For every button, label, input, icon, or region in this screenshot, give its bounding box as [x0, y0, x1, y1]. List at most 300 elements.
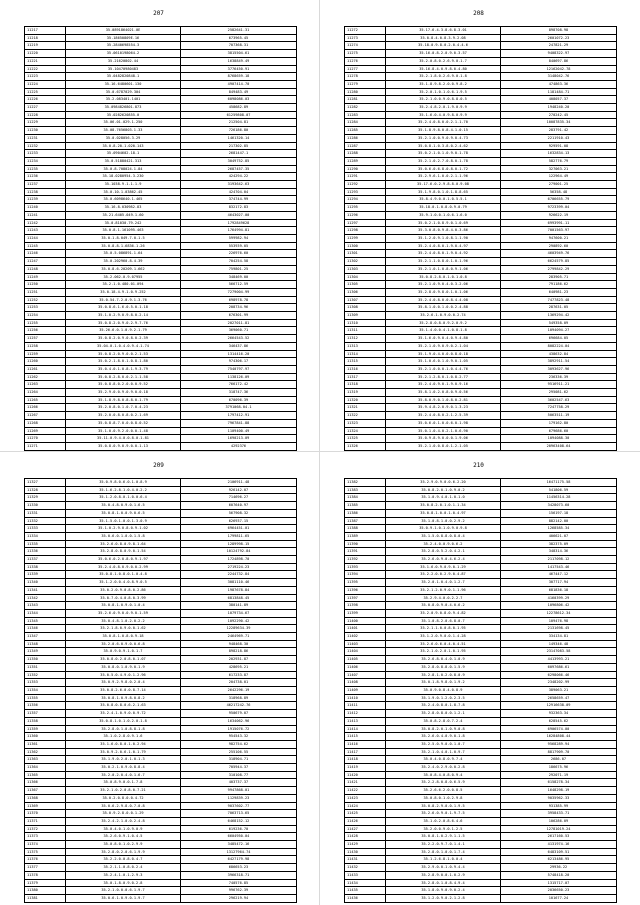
value-cell: 3193642.63	[181, 181, 297, 189]
value-cell: 9723399.04	[501, 204, 617, 212]
value-cell: 950679.07	[181, 710, 297, 718]
value-cell: 348314.36	[501, 548, 617, 556]
table-row	[25, 771, 297, 779]
value-cell: 954543.32	[181, 733, 297, 741]
row-id-cell: 11356	[25, 702, 66, 710]
table-row	[25, 173, 297, 181]
value-cell: 23147083.58	[501, 648, 617, 656]
row-id-cell: 11384	[345, 494, 386, 502]
value-cell: 6097686.61	[501, 663, 617, 671]
coordinate-cell: 35.0.8.2.0.1.0.9.0.8	[386, 725, 501, 733]
value-cell: 9035962.33	[501, 794, 617, 802]
coordinate-cell: 35.2.4.2.1.0.0.2.4.8	[66, 817, 181, 825]
table-row	[25, 134, 297, 142]
table-row	[25, 127, 297, 135]
table-body	[25, 479, 297, 903]
table-row	[25, 188, 297, 196]
table-row	[345, 211, 617, 219]
row-id-cell: 11240	[25, 204, 66, 212]
table-row	[25, 656, 297, 664]
coordinate-cell: 35.2.1.0.0.0.1.0.4.4.76	[386, 365, 501, 373]
table-row	[25, 479, 297, 487]
coordinate-cell: 35.0.2.1.0.9.0.8.8.4	[66, 764, 181, 772]
value-cell: 705944.37	[181, 764, 297, 772]
value-cell: 996762.39	[181, 887, 297, 895]
row-id-cell: 11406	[345, 663, 386, 671]
row-id-cell: 11294	[345, 196, 386, 204]
coordinate-cell: 35.18.0.9.8.0.2.0.4.4.6	[386, 42, 501, 50]
table-row	[25, 694, 297, 702]
row-id-cell: 11358	[25, 717, 66, 725]
coordinate-cell: 35.2.8.0.8.0.9.2.0.9.2	[386, 319, 501, 327]
table-row	[25, 833, 297, 841]
coordinate-cell: 35.2.0.2.0.4.0.1.6.7	[66, 771, 181, 779]
coordinate-cell: 35.0.8.2.0.9.0.8.0.2.39	[66, 335, 181, 343]
row-id-cell: 11287	[345, 142, 386, 150]
row-id-cell: 11426	[345, 817, 386, 825]
row-id-cell: 11402	[345, 633, 386, 641]
table-row	[25, 841, 297, 849]
table-row	[25, 579, 297, 587]
row-id-cell: 11275	[345, 50, 386, 58]
table-row	[25, 802, 297, 810]
value-cell: 3148042.76	[501, 73, 617, 81]
row-id-cell: 11436	[345, 894, 386, 902]
value-cell: 9408322.97	[501, 50, 617, 58]
table-row	[25, 412, 297, 420]
coordinate-cell: 35.2.9.0.0.1.0.9.4.4	[386, 864, 501, 872]
row-id-cell: 11306	[345, 288, 386, 296]
value-cell: 707368.31	[181, 42, 297, 50]
row-id-cell: 11428	[345, 833, 386, 841]
row-id-cell: 11277	[345, 65, 386, 73]
row-id-cell: 11370	[25, 810, 66, 818]
value-cell: 549358.09	[501, 319, 617, 327]
table-row	[345, 694, 617, 702]
coordinate-cell: 35.0.8.0.8.0.6.2.1.63	[66, 702, 181, 710]
value-cell: 1268585.34	[501, 525, 617, 533]
coordinate-cell: 35.0.9.0.8.4.0.8.9	[386, 686, 501, 694]
value-cell: 791186.62	[501, 281, 617, 289]
coordinate-cell: 35.0610198064.2	[66, 50, 181, 58]
coordinate-cell: 35.2.8.0.1.0.8.8.1.8	[66, 725, 181, 733]
value-cell: 4131974.16	[501, 841, 617, 849]
table-row	[25, 894, 297, 902]
table-row	[25, 119, 297, 127]
row-id-cell: 11262	[25, 373, 66, 381]
row-id-cell: 11345	[25, 617, 66, 625]
coordinate-cell: 35.0.8.0.1.0.9.0.1.9	[66, 663, 181, 671]
table-row	[345, 563, 617, 571]
coordinate-cell: 35.2.1.0.9.0.9.0.2.1.04	[386, 342, 501, 350]
table-row	[25, 281, 297, 289]
row-id-cell: 11323	[345, 419, 386, 427]
coordinate-cell: 35.2.0.0.8.0.8.0.2.1.69	[66, 412, 181, 420]
row-id-cell: 11255	[25, 319, 66, 327]
coordinate-cell: 35.2.4.8.2.0.1.9.0.9.9	[386, 104, 501, 112]
table-row	[345, 27, 617, 35]
row-id-cell: 11237	[25, 181, 66, 189]
table-row	[25, 648, 297, 656]
table-row	[25, 242, 297, 250]
table-row	[25, 435, 297, 443]
coordinate-cell: 35.0482820848.1	[66, 73, 181, 81]
coordinate-cell: 35.2.1.2.8.0.1.0.8.2.77	[386, 373, 501, 381]
table-row	[25, 442, 297, 450]
row-id-cell: 11380	[25, 887, 66, 895]
table-row	[345, 756, 617, 764]
table-row	[345, 227, 617, 235]
coordinate-cell: 35.1.0.2.8.0.9.1.6	[66, 733, 181, 741]
value-cell: 673965.45	[181, 34, 297, 42]
coordinate-cell: 35.2.8.0.2.0.6.1.9.9	[66, 848, 181, 856]
row-id-cell: 11429	[345, 841, 386, 849]
page-number: 210	[473, 462, 484, 469]
coordinate-cell: 35.0.8.1.0.9.8.0.8.2	[66, 694, 181, 702]
table-row	[345, 412, 617, 420]
row-id-cell: 11282	[345, 104, 386, 112]
coordinate-cell: 35.0.2.0.8.0.0.4.72	[66, 794, 181, 802]
row-id-cell: 11238	[25, 188, 66, 196]
coordinate-cell: 35.2.8.1.0.2.0.8.0.9	[386, 671, 501, 679]
value-cell: 6813848.45	[181, 594, 297, 602]
row-id-cell: 11246	[25, 250, 66, 258]
table-row	[345, 625, 617, 633]
value-cell: 676301.99	[181, 312, 297, 320]
row-id-cell: 11412	[345, 710, 386, 718]
table-row	[345, 817, 617, 825]
value-cell: 106286.09	[501, 817, 617, 825]
table-row	[25, 548, 297, 556]
value-cell: 567908.32	[181, 509, 297, 517]
value-cell: 287631.05	[501, 304, 617, 312]
coordinate-cell: 35.0.8.2.6.0.0.8.7.14	[66, 686, 181, 694]
table-row	[25, 296, 297, 304]
row-id-cell: 11344	[25, 609, 66, 617]
row-id-cell: 11400	[345, 617, 386, 625]
row-id-cell: 11239	[25, 196, 66, 204]
coordinate-cell: 35.0282620855.0	[66, 111, 181, 119]
table-row	[345, 304, 617, 312]
coordinate-cell: 35.8.1.0.0.1.0.0.2.4.88	[386, 304, 501, 312]
value-cell: 1369294.42	[501, 312, 617, 320]
value-cell: 408057.37	[501, 96, 617, 104]
table-row	[25, 150, 297, 158]
value-cell: 122964.49	[501, 173, 617, 181]
value-cell: 5063511.19	[501, 412, 617, 420]
row-id-cell: 11427	[345, 825, 386, 833]
value-cell: 6604950.04	[181, 833, 297, 841]
row-id-cell: 11223	[25, 73, 66, 81]
table-row	[25, 725, 297, 733]
row-id-cell: 11388	[345, 525, 386, 533]
table-row	[25, 710, 297, 718]
coordinate-cell: 35.26.6.0.1.0.9.2.1.79	[66, 327, 181, 335]
value-cell: 619236.70	[181, 825, 297, 833]
coordinate-cell: 35.0.4.0.8.0.9.7.4	[386, 756, 501, 764]
coordinate-cell: 35.2.9.0.9.0.0.6.2.20	[386, 479, 501, 487]
table-row	[345, 265, 617, 273]
value-cell: 1634062.96	[181, 717, 297, 725]
coordinate-cell: 35.2.8.0.8.0.0.1.2.1	[386, 710, 501, 718]
value-cell: 982754.62	[181, 740, 297, 748]
value-cell: 2464969.71	[181, 633, 297, 641]
table-row	[25, 486, 297, 494]
coordinate-cell: 35.2.8.0.8.8.0.1.5.9	[386, 663, 501, 671]
value-cell: 3892911.54	[501, 358, 617, 366]
table-row	[25, 80, 297, 88]
table-row	[25, 342, 297, 350]
table-row	[25, 871, 297, 879]
row-id-cell: 11389	[345, 532, 386, 540]
value-cell: 318747.36	[181, 389, 297, 397]
coordinate-cell: 35.2.1.0.0.0.6.1.9.7	[66, 887, 181, 895]
coordinate-cell: 35.0.8.1.0.1.0.2.0.1.8	[66, 717, 181, 725]
coordinate-cell: 35.0.9.8.9.0.0.0.1.9.06	[386, 435, 501, 443]
row-id-cell: 11265	[25, 396, 66, 404]
coordinate-cell: 35.1.0.6.0.1.0.9.0.1.05	[386, 358, 501, 366]
row-id-cell: 11295	[345, 204, 386, 212]
table-row	[345, 733, 617, 741]
row-id-cell: 11245	[25, 242, 66, 250]
coordinate-cell: 35.2.4.1.0.1.2.9.3	[66, 871, 181, 879]
row-id-cell: 11354	[25, 686, 66, 694]
table-row	[345, 494, 617, 502]
row-id-cell: 11307	[345, 296, 386, 304]
row-id-cell: 11301	[345, 250, 386, 258]
table-row	[345, 150, 617, 158]
value-cell: 2617160.53	[501, 833, 617, 841]
value-cell: 1764994.81	[181, 227, 297, 235]
value-cell: 840697.86	[501, 57, 617, 65]
coordinate-cell: 35.0984826801.873	[66, 104, 181, 112]
coordinate-cell: 35.1.2.0.9.0.0.1.4.28	[386, 633, 501, 641]
value-cell: 1094088.30	[501, 435, 617, 443]
row-id-cell: 11419	[345, 764, 386, 772]
value-cell: 541806.59	[501, 486, 617, 494]
row-id-cell: 11318	[345, 381, 386, 389]
value-cell: 4603949.76	[501, 250, 617, 258]
table-row	[25, 350, 297, 358]
coordinate-cell: 35.2.1.0.9.0.4.0.3.2.06	[386, 281, 501, 289]
row-id-cell: 11285	[345, 127, 386, 135]
row-id-cell: 11359	[25, 725, 66, 733]
value-cell: 12781019.24	[501, 825, 617, 833]
row-id-cell: 11317	[345, 373, 386, 381]
coordinate-cell: 35.2.1.1.0.0.8.0.1.95	[386, 625, 501, 633]
coordinate-cell: 35.0.9.1.0.1.0.9.0.9.8	[386, 525, 501, 533]
coordinate-cell: 35.2.5.0.9.0.0.1.0.7	[386, 740, 501, 748]
value-cell: 1315717.07	[501, 879, 617, 887]
table-row	[25, 879, 297, 887]
coordinate-cell: 35.04.0.1.0.4.0.9.4.1.74	[66, 342, 181, 350]
coordinate-cell: 35.2.0.6.0.9.0.0.6.8	[66, 640, 181, 648]
coordinate-cell: 35.2.1.0.2.7.0.8.0.1.78	[386, 157, 501, 165]
table-row	[345, 296, 617, 304]
coordinate-cell: 35.2.1.1.0.8.0.1.0.1.96	[386, 258, 501, 266]
value-cell: 1129839.23	[181, 794, 297, 802]
row-id-cell: 11383	[345, 486, 386, 494]
coordinate-cell: 35.21620802.44	[66, 57, 181, 65]
coordinate-cell: 35.2.1.0.2.0.8.0.7.21	[66, 787, 181, 795]
coordinate-cell: 35.16.6480601.130	[66, 80, 181, 88]
table-row	[25, 586, 297, 594]
coordinate-cell: 35.2.4.0.8.0.9.0.0.2.99	[66, 563, 181, 571]
coordinate-cell: 35.2.6.6.2.0.0.8.5	[386, 787, 501, 795]
value-cell: 698978.78	[181, 296, 297, 304]
table-row	[345, 648, 617, 656]
table-row	[345, 509, 617, 517]
value-cell: 2601072.23	[501, 34, 617, 42]
value-cell: 4907414.70	[181, 80, 297, 88]
coordinate-cell: 35.0.18.4.9.1.0.9.252	[66, 288, 181, 296]
row-id-cell: 11244	[25, 234, 66, 242]
coordinate-cell: 35.2.1.1.0.8.0.2.4	[66, 864, 181, 872]
table-row	[25, 104, 297, 112]
row-id-cell: 11252	[25, 296, 66, 304]
value-cell: 628545.62	[501, 717, 617, 725]
row-id-cell: 11229	[25, 119, 66, 127]
row-id-cell: 11351	[25, 663, 66, 671]
coordinate-cell: 35.2.1.0.0.8.0.1.2.1.05	[386, 442, 501, 450]
coordinate-cell: 35.0891864021.0E	[66, 27, 181, 35]
value-cell: 12916638.09	[501, 702, 617, 710]
coordinate-cell: 35.2.1.0.4.0.1.0.9.7	[386, 748, 501, 756]
row-id-cell: 11219	[25, 42, 66, 50]
table-row	[25, 234, 297, 242]
row-id-cell: 11247	[25, 258, 66, 266]
table-row	[345, 442, 617, 450]
value-cell: 3791068.04.1	[181, 404, 297, 412]
coordinate-cell: 35.2.4.0.8.0.1.9.0.4.97	[386, 242, 501, 250]
coordinate-cell: 35.2.6.0.6.0.4.0.4.51	[386, 640, 501, 648]
value-cell: 6213486.95	[501, 856, 617, 864]
table-row	[345, 42, 617, 50]
value-cell: 2719224.23	[181, 563, 297, 571]
table-row	[345, 594, 617, 602]
row-id-cell: 11346	[25, 625, 66, 633]
coordinate-cell: 35.1.2.0.9.0.2.1.2.8	[386, 894, 501, 902]
table-row	[25, 396, 297, 404]
table-row	[345, 435, 617, 443]
value-cell: 898218.86	[181, 648, 297, 656]
row-id-cell: 11360	[25, 733, 66, 741]
value-cell: 10124792.84	[181, 548, 297, 556]
coordinate-cell: 35.17.6.4.3.8.6.8.3.01	[386, 27, 501, 35]
coordinate-cell: 35.0.9.2.9.8.0.2.0.4	[66, 679, 181, 687]
table-body	[25, 27, 297, 451]
value-cell: 617233.87	[181, 671, 297, 679]
table-row	[25, 57, 297, 65]
coordinate-cell: 35.1.0.2.9.0.9.8.0.2.14	[66, 312, 181, 320]
value-cell: 2658659.47	[501, 694, 617, 702]
table-row	[25, 663, 297, 671]
table-row	[345, 617, 617, 625]
row-id-cell: 11242	[25, 219, 66, 227]
row-id-cell: 11338	[25, 563, 66, 571]
table-row	[345, 841, 617, 849]
value-cell: 8817909.70	[501, 748, 617, 756]
data-table	[24, 478, 297, 903]
value-cell: 849483.49	[181, 88, 297, 96]
row-id-cell: 11390	[345, 540, 386, 548]
table-row	[345, 250, 617, 258]
row-id-cell: 11407	[345, 671, 386, 679]
row-id-cell: 11227	[25, 104, 66, 112]
value-cell: 932363.34	[501, 710, 617, 718]
table-row	[345, 787, 617, 795]
coordinate-cell: 35.0.6.0.1.0.0.6.0.1.98	[386, 419, 501, 427]
coordinate-cell: 35.1.0.9.4.0.1.0.1.0	[386, 494, 501, 502]
row-id-cell: 11393	[345, 563, 386, 571]
table-row	[25, 617, 297, 625]
coordinate-cell: 35.16.8.030982.83	[66, 204, 181, 212]
coordinate-cell: 35.1.2.0.0.4.0.8.9.0.5	[66, 579, 181, 587]
coordinate-cell: 35.0.8.4.0.8.0.9.4	[386, 771, 501, 779]
row-id-cell: 11423	[345, 794, 386, 802]
table-row	[345, 856, 617, 864]
row-id-cell: 11263	[25, 381, 66, 389]
coordinate-cell: 35.0.8.1.0.0.9.0.6.5	[66, 509, 181, 517]
table-row	[25, 327, 297, 335]
data-table	[24, 26, 297, 451]
row-id-cell: 11377	[25, 864, 66, 872]
row-id-cell: 11397	[345, 594, 386, 602]
table-row	[345, 80, 617, 88]
row-id-cell: 11309	[345, 312, 386, 320]
table-row	[345, 157, 617, 165]
table-row	[25, 358, 297, 366]
table-row	[25, 111, 297, 119]
table-row	[345, 686, 617, 694]
table-row	[25, 389, 297, 397]
row-id-cell: 11381	[25, 894, 66, 902]
value-cell: 9516911.21	[501, 381, 617, 389]
table-row	[345, 502, 617, 510]
row-id-cell: 11257	[25, 335, 66, 343]
row-id-cell: 11373	[25, 833, 66, 841]
row-id-cell: 11300	[345, 242, 386, 250]
table-row	[25, 856, 297, 864]
table-row	[25, 494, 297, 502]
table-row	[25, 404, 297, 412]
value-cell: 607640.97	[181, 502, 297, 510]
page-number: 209	[153, 462, 164, 469]
table-row	[25, 373, 297, 381]
coordinate-cell: 35.0.8.0.1.0.2.9.8	[386, 794, 501, 802]
value-cell: 204738.01	[181, 679, 297, 687]
table-row	[345, 740, 617, 748]
coordinate-cell: 35.1.2.0.8.0.1.0.0.6.4	[66, 494, 181, 502]
coordinate-cell: 35.2.0.1.0.4.0.1.2.7	[386, 579, 501, 587]
row-id-cell: 11357	[25, 710, 66, 718]
row-id-cell: 11280	[345, 88, 386, 96]
table-row	[345, 404, 617, 412]
value-cell: 2681447.1	[181, 150, 297, 158]
value-cell: 12289634.39	[181, 625, 297, 633]
value-cell: 458682.89	[181, 104, 297, 112]
value-cell: 1632834.13	[501, 150, 617, 158]
table-row	[25, 227, 297, 235]
coordinate-cell: 35.8.1.0.2.0.8.0.9.0.56	[386, 389, 501, 397]
value-cell: 236336.39	[501, 373, 617, 381]
coordinate-cell: 35.0.8.6.1.6.0.5.0.1.18	[66, 304, 181, 312]
table-row	[25, 427, 297, 435]
value-cell: 403737.37	[181, 779, 297, 787]
row-id-cell: 11401	[345, 625, 386, 633]
row-id-cell: 11403	[345, 640, 386, 648]
row-id-cell: 11347	[25, 633, 66, 641]
